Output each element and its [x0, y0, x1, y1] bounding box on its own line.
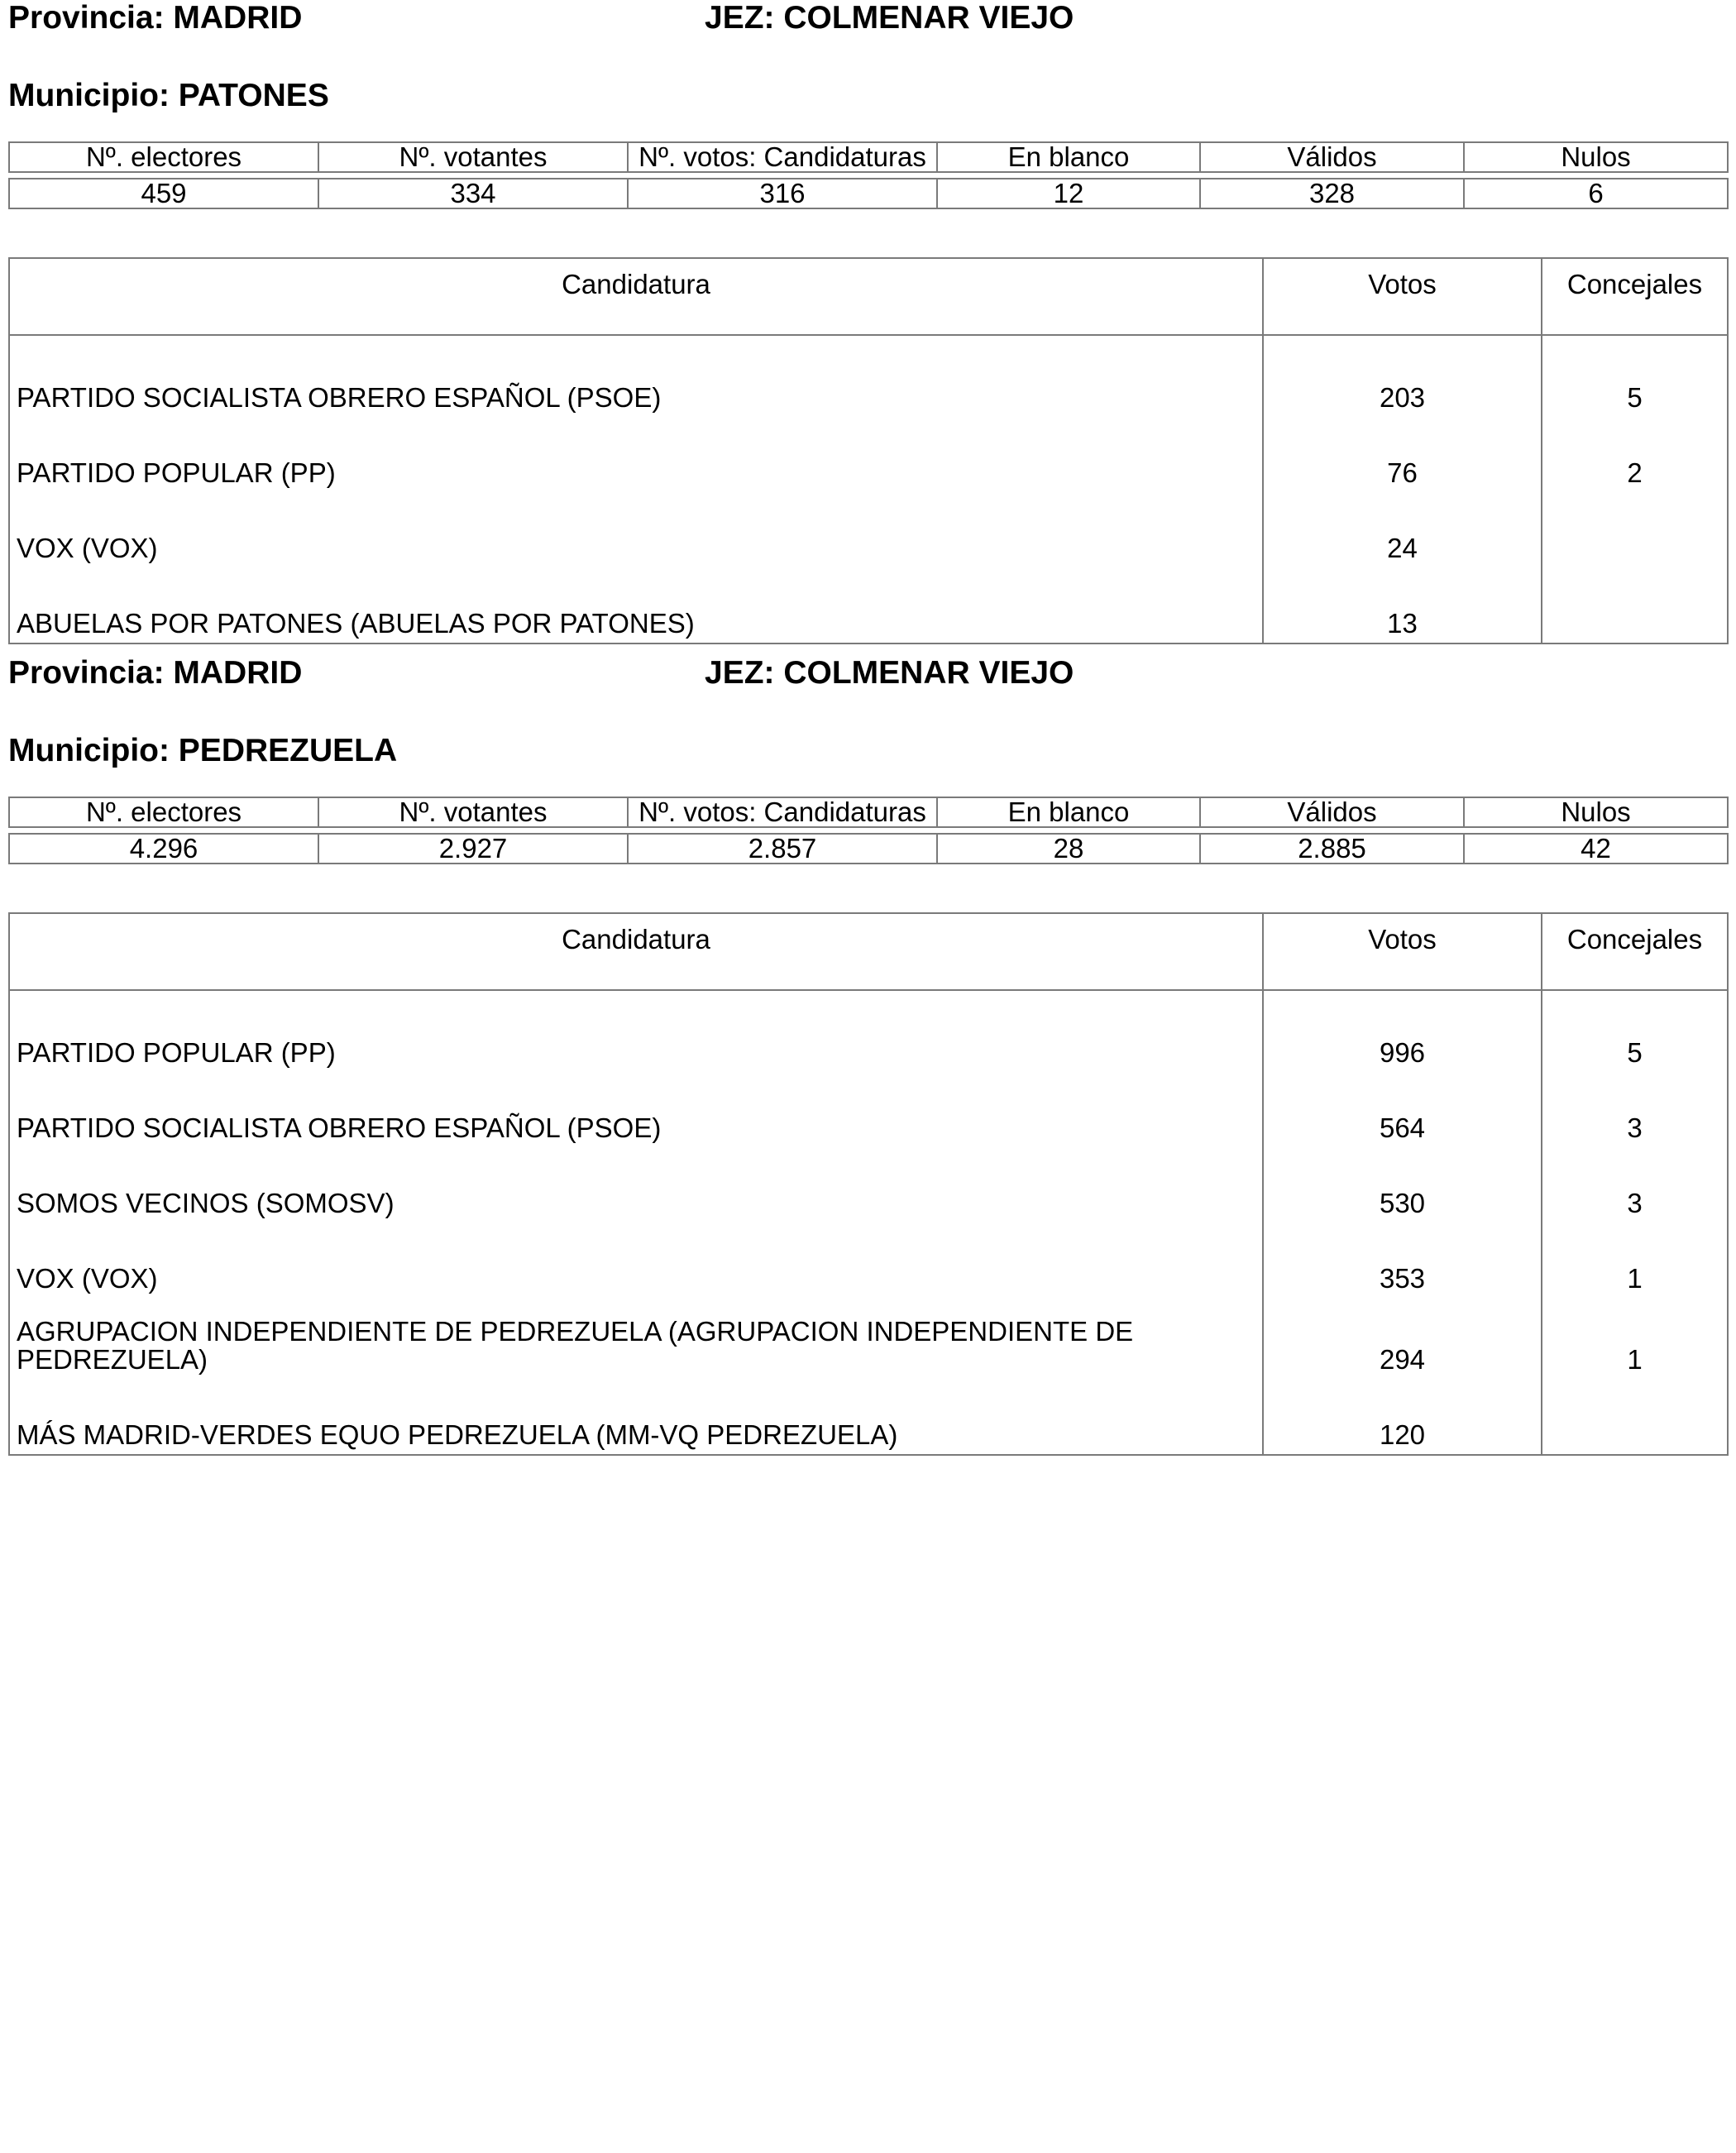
candidature-votes: 294	[1263, 1298, 1542, 1379]
candidature-name: PARTIDO POPULAR (PP)	[17, 457, 336, 488]
candidature-seats: 1	[1542, 1298, 1728, 1379]
candidature-votes: 564	[1263, 1072, 1542, 1147]
municipality-section	[8, 0, 1727, 639]
candidature-votes: 120	[1263, 1379, 1542, 1455]
summary-header-row	[9, 797, 1728, 827]
summary-value-validos: 328	[1200, 179, 1464, 208]
summary-value-votos-candidaturas: 316	[628, 179, 937, 208]
summary-value-en-blanco: 28	[937, 834, 1200, 864]
table-row	[9, 567, 1728, 644]
table-row	[9, 1222, 1728, 1298]
summary-table	[8, 797, 1729, 864]
candidatures-header-row	[9, 258, 1728, 335]
table-row	[9, 1072, 1728, 1147]
summary-header-votantes: Nº. votantes	[318, 142, 628, 172]
candidatures-table	[8, 257, 1729, 644]
summary-header-votos-candidaturas: Nº. votos: Candidaturas	[628, 142, 937, 172]
candidature-seats: 1	[1542, 1222, 1728, 1298]
jez-heading: JEZ: COLMENAR VIEJO	[705, 655, 1074, 691]
summary-value-validos: 2.885	[1200, 834, 1464, 864]
candidatures-header-row	[9, 913, 1728, 990]
summary-table	[8, 141, 1729, 209]
summary-header-electores: Nº. electores	[9, 797, 318, 827]
candidature-votes: 203	[1263, 335, 1542, 417]
candidature-name: SOMOS VECINOS (SOMOSV)	[17, 1188, 395, 1218]
table-row	[9, 1147, 1728, 1222]
header-votos: Votos	[1263, 913, 1542, 990]
summary-header-nulos: Nulos	[1464, 142, 1728, 172]
candidature-votes: 996	[1263, 990, 1542, 1072]
municipality-section	[8, 655, 1727, 1450]
table-row	[9, 417, 1728, 492]
candidature-seats	[1542, 492, 1728, 567]
candidature-votes: 13	[1263, 567, 1542, 644]
candidature-seats	[1542, 567, 1728, 644]
summary-value-votos-candidaturas: 2.857	[628, 834, 937, 864]
candidature-name: AGRUPACION INDEPENDIENTE DE PEDREZUELA (AGRUPACION INDEPENDIENTE DE PEDREZUELA)	[17, 1316, 1134, 1375]
summary-header-validos: Válidos	[1200, 797, 1464, 827]
summary-value-row	[9, 834, 1728, 864]
header-concejales: Concejales	[1542, 913, 1728, 990]
candidature-seats: 5	[1542, 335, 1728, 417]
candidature-votes: 530	[1263, 1147, 1542, 1222]
candidature-seats: 3	[1542, 1147, 1728, 1222]
summary-header-electores: Nº. electores	[9, 142, 318, 172]
table-row	[9, 990, 1728, 1072]
candidature-name: VOX (VOX)	[17, 1263, 158, 1294]
summary-value-nulos: 42	[1464, 834, 1728, 864]
table-row	[9, 1379, 1728, 1455]
candidature-votes: 76	[1263, 417, 1542, 492]
municipio-heading: Municipio: PATONES	[8, 78, 329, 113]
summary-value-electores: 4.296	[9, 834, 318, 864]
summary-header-row	[9, 142, 1728, 172]
summary-value-electores: 459	[9, 179, 318, 208]
summary-value-en-blanco: 12	[937, 179, 1200, 208]
table-row	[9, 1298, 1728, 1379]
header-concejales: Concejales	[1542, 258, 1728, 335]
candidature-name: PARTIDO POPULAR (PP)	[17, 1037, 336, 1068]
summary-header-nulos: Nulos	[1464, 797, 1728, 827]
summary-header-validos: Válidos	[1200, 142, 1464, 172]
candidature-seats: 5	[1542, 990, 1728, 1072]
candidature-seats: 2	[1542, 417, 1728, 492]
candidature-votes: 24	[1263, 492, 1542, 567]
candidature-name: PARTIDO SOCIALISTA OBRERO ESPAÑOL (PSOE)	[17, 1112, 662, 1143]
summary-header-votos-candidaturas: Nº. votos: Candidaturas	[628, 797, 937, 827]
table-row	[9, 492, 1728, 567]
header-candidatura: Candidatura	[9, 913, 1263, 990]
header-candidatura: Candidatura	[9, 258, 1263, 335]
provincia-heading: Provincia: MADRID	[8, 655, 303, 691]
candidature-name: ABUELAS POR PATONES (ABUELAS POR PATONES)	[17, 608, 695, 639]
table-row	[9, 335, 1728, 417]
summary-header-en-blanco: En blanco	[937, 797, 1200, 827]
summary-value-votantes: 334	[318, 179, 628, 208]
jez-heading: JEZ: COLMENAR VIEJO	[705, 0, 1074, 36]
candidature-name: MÁS MADRID-VERDES EQUO PEDREZUELA (MM-VQ PEDREZUELA)	[17, 1419, 898, 1450]
summary-header-votantes: Nº. votantes	[318, 797, 628, 827]
summary-value-row	[9, 179, 1728, 208]
candidatures-table	[8, 912, 1729, 1456]
municipio-heading: Municipio: PEDREZUELA	[8, 733, 398, 768]
summary-header-en-blanco: En blanco	[937, 142, 1200, 172]
header-votos: Votos	[1263, 258, 1542, 335]
provincia-heading: Provincia: MADRID	[8, 0, 303, 36]
candidature-name: PARTIDO SOCIALISTA OBRERO ESPAÑOL (PSOE)	[17, 382, 662, 413]
candidature-name: VOX (VOX)	[17, 533, 158, 563]
candidature-seats	[1542, 1379, 1728, 1455]
summary-value-votantes: 2.927	[318, 834, 628, 864]
summary-value-nulos: 6	[1464, 179, 1728, 208]
candidature-votes: 353	[1263, 1222, 1542, 1298]
candidature-seats: 3	[1542, 1072, 1728, 1147]
